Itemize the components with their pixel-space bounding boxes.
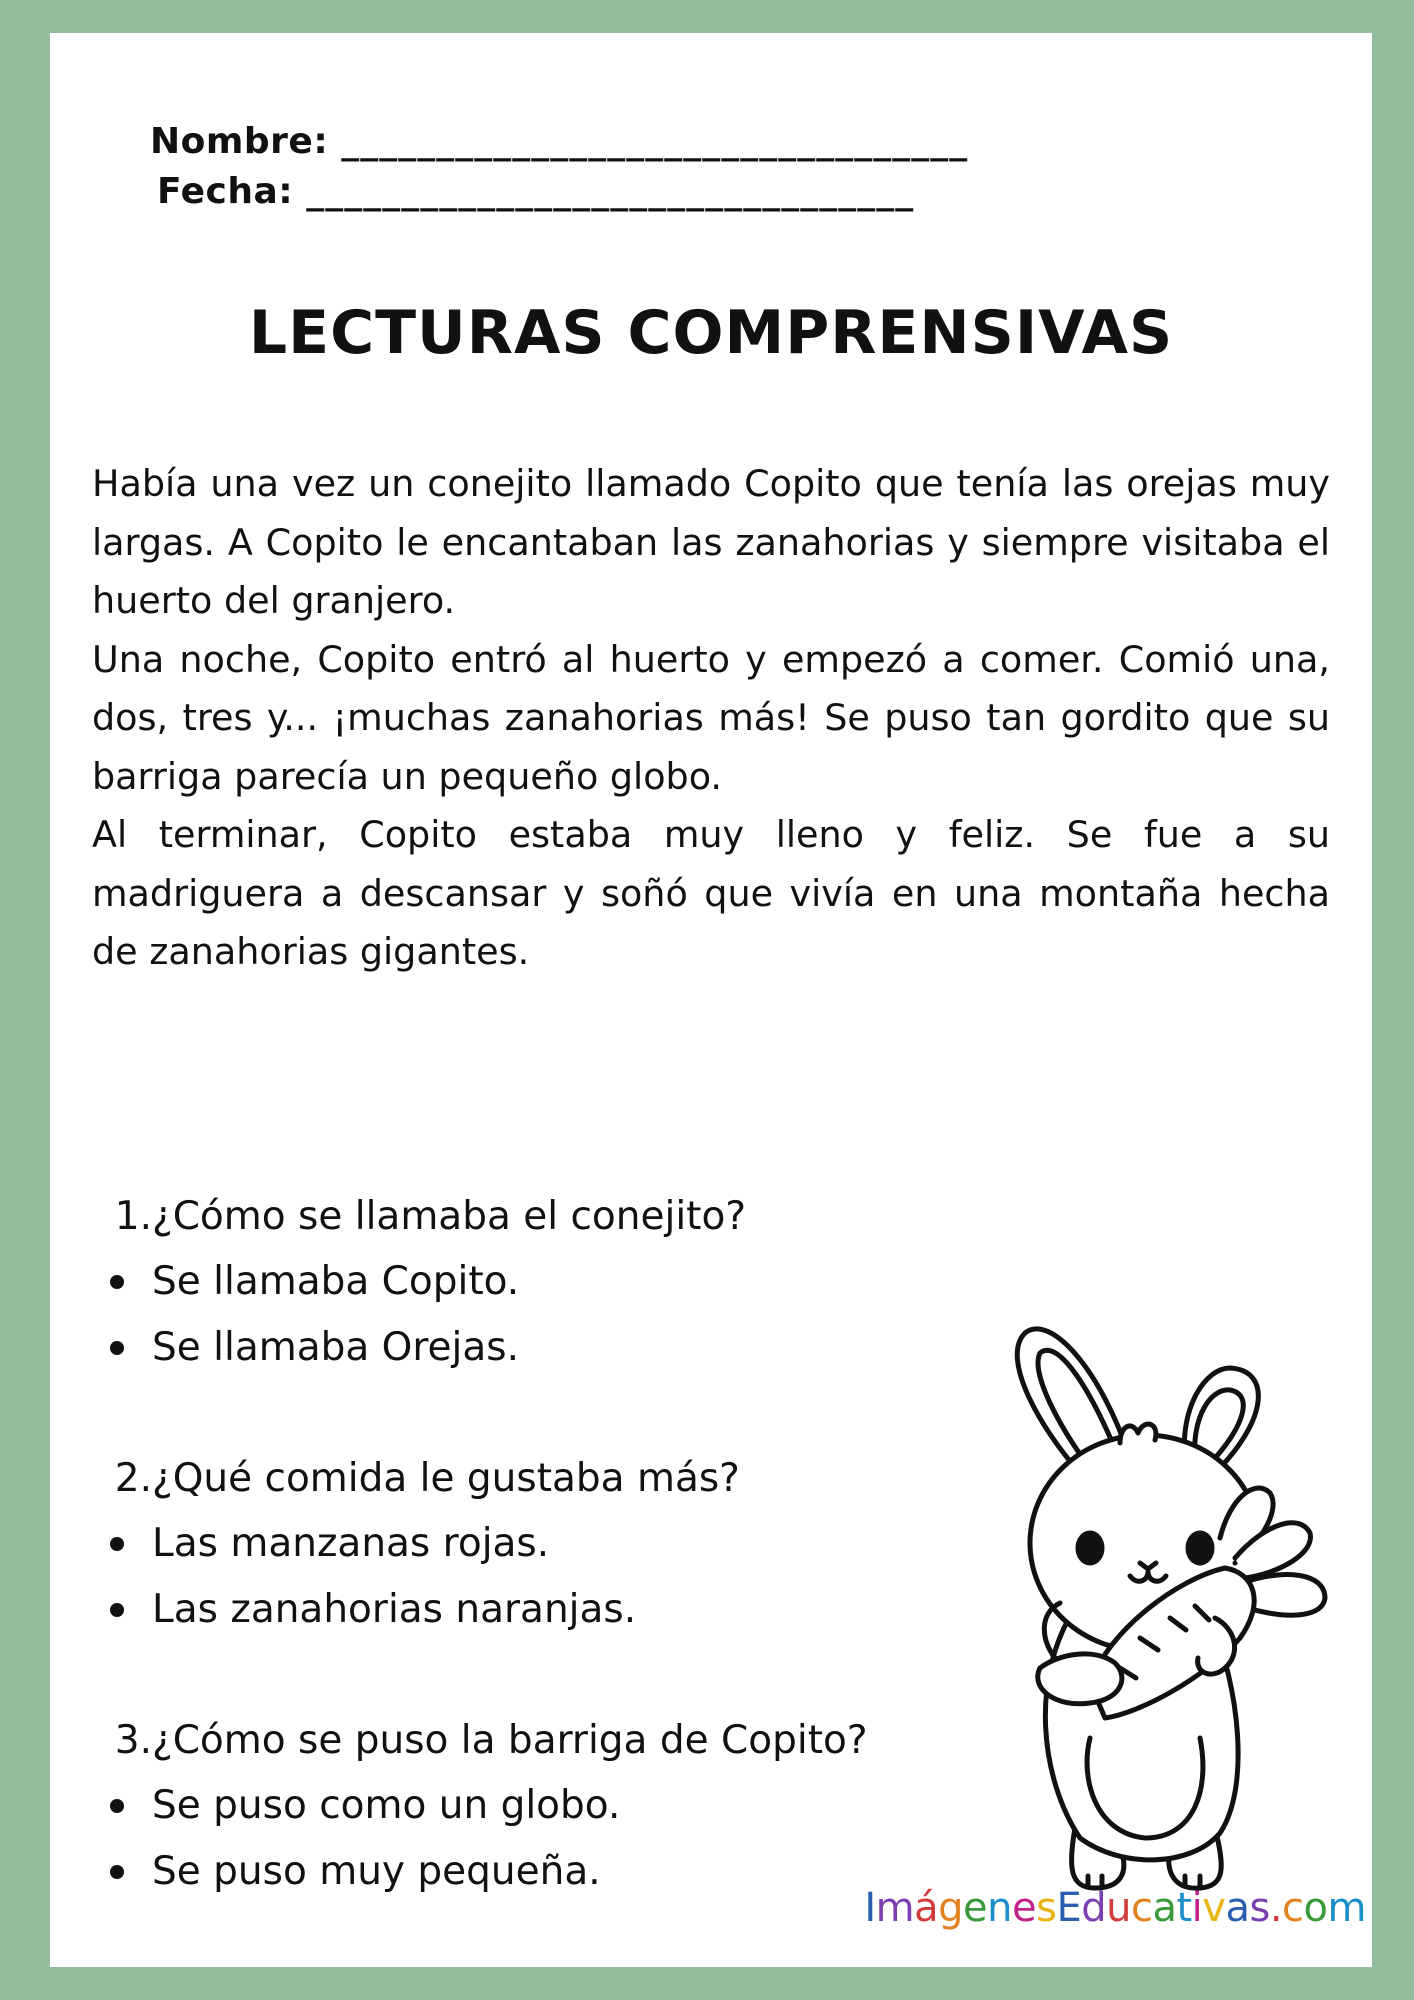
brand-letter: c bbox=[1282, 1885, 1304, 1931]
question-block bbox=[110, 1709, 1010, 1905]
date-label: Fecha: bbox=[157, 171, 294, 212]
date-blank: ________________________________ bbox=[306, 171, 915, 212]
brand-letter: a bbox=[1225, 1885, 1250, 1931]
answer-option bbox=[110, 1773, 1010, 1839]
brand-letter: u bbox=[1106, 1885, 1131, 1931]
brand-letter: t bbox=[1176, 1885, 1192, 1931]
questions-section bbox=[110, 1185, 1010, 1971]
answer-option bbox=[110, 1315, 1010, 1381]
name-label: Nombre: bbox=[150, 121, 329, 162]
brand-letter: n bbox=[987, 1885, 1012, 1931]
name-field bbox=[150, 121, 968, 162]
bullet-icon bbox=[110, 1603, 124, 1617]
brand-letter: e bbox=[963, 1885, 988, 1931]
bullet-icon bbox=[110, 1341, 124, 1355]
brand-letter: c bbox=[1130, 1885, 1153, 1931]
brand-letter: I bbox=[864, 1885, 876, 1931]
brand-logo bbox=[864, 1885, 1366, 1931]
answer-text: Se llamaba Orejas. bbox=[152, 1325, 519, 1370]
answer-option bbox=[110, 1577, 1010, 1643]
question bbox=[110, 1185, 1010, 1249]
question-block bbox=[110, 1447, 1010, 1643]
question bbox=[110, 1447, 1010, 1511]
bunny-with-carrot-icon bbox=[980, 1308, 1400, 1908]
brand-letter: v bbox=[1202, 1885, 1226, 1931]
answer-text: Se puso muy pequeña. bbox=[152, 1849, 601, 1894]
bullet-icon bbox=[110, 1865, 124, 1879]
story-paragraph: Una noche, Copito entró al huerto y empezó a comer. Comió una, dos, tres y... ¡muchas zanahorias más! Se puso tan gordito que su barriga parecía un pequeño globo. bbox=[92, 637, 1330, 798]
brand-letter: s bbox=[1249, 1885, 1270, 1931]
bullet-icon bbox=[110, 1275, 124, 1289]
worksheet-page bbox=[50, 33, 1372, 1967]
answer-option bbox=[110, 1511, 1010, 1577]
name-blank: _________________________________ bbox=[341, 121, 969, 162]
question-number: 2. bbox=[114, 1456, 152, 1501]
brand-letter: i bbox=[1191, 1885, 1203, 1931]
question-text: ¿Qué comida le gustaba más? bbox=[152, 1456, 740, 1501]
answer-list bbox=[110, 1511, 1010, 1643]
brand-letter: e bbox=[1011, 1885, 1037, 1931]
answer-text: Se puso como un globo. bbox=[152, 1783, 621, 1828]
story-paragraph: Al terminar, Copito estaba muy lleno y feliz. Se fue a su madriguera a descansar y soñó que vivía en una montaña hecha de zanahorias gigantes. bbox=[92, 813, 1330, 973]
brand-letter: m bbox=[1327, 1885, 1366, 1931]
question-number: 1. bbox=[114, 1194, 152, 1239]
brand-letter: m bbox=[875, 1885, 915, 1931]
brand-letter: s bbox=[1036, 1885, 1057, 1931]
question-text: ¿Cómo se llamaba el conejito? bbox=[152, 1194, 747, 1239]
page-title: LECTURAS COMPRENSIVAS bbox=[248, 298, 1174, 368]
brand-letter: d bbox=[1081, 1885, 1107, 1931]
brand-letter: á bbox=[914, 1885, 939, 1931]
answer-text: Las zanahorias naranjas. bbox=[152, 1587, 637, 1632]
date-field bbox=[157, 171, 914, 212]
answer-option bbox=[110, 1249, 1010, 1315]
story-text bbox=[92, 455, 1330, 982]
answer-text: Las manzanas rojas. bbox=[152, 1521, 550, 1566]
question-text: ¿Cómo se puso la barriga de Copito? bbox=[152, 1718, 868, 1763]
answer-text: Se llamaba Copito. bbox=[152, 1259, 520, 1304]
brand-letter: o bbox=[1303, 1885, 1328, 1931]
brand-letter: a bbox=[1152, 1885, 1177, 1931]
brand-letter: E bbox=[1056, 1885, 1082, 1931]
bullet-icon bbox=[110, 1799, 124, 1813]
question bbox=[110, 1709, 1010, 1773]
brand-letter: . bbox=[1269, 1885, 1283, 1931]
question-number: 3. bbox=[114, 1718, 152, 1763]
bullet-icon bbox=[110, 1537, 124, 1551]
story-paragraph: Había una vez un conejito llamado Copito que tenía las orejas muy largas. A Copito le encantaban las zanahorias y siempre visitaba el huerto del granjero. bbox=[92, 462, 1330, 622]
question-block bbox=[110, 1185, 1010, 1381]
brand-letter: g bbox=[938, 1885, 964, 1931]
answer-list bbox=[110, 1249, 1010, 1381]
